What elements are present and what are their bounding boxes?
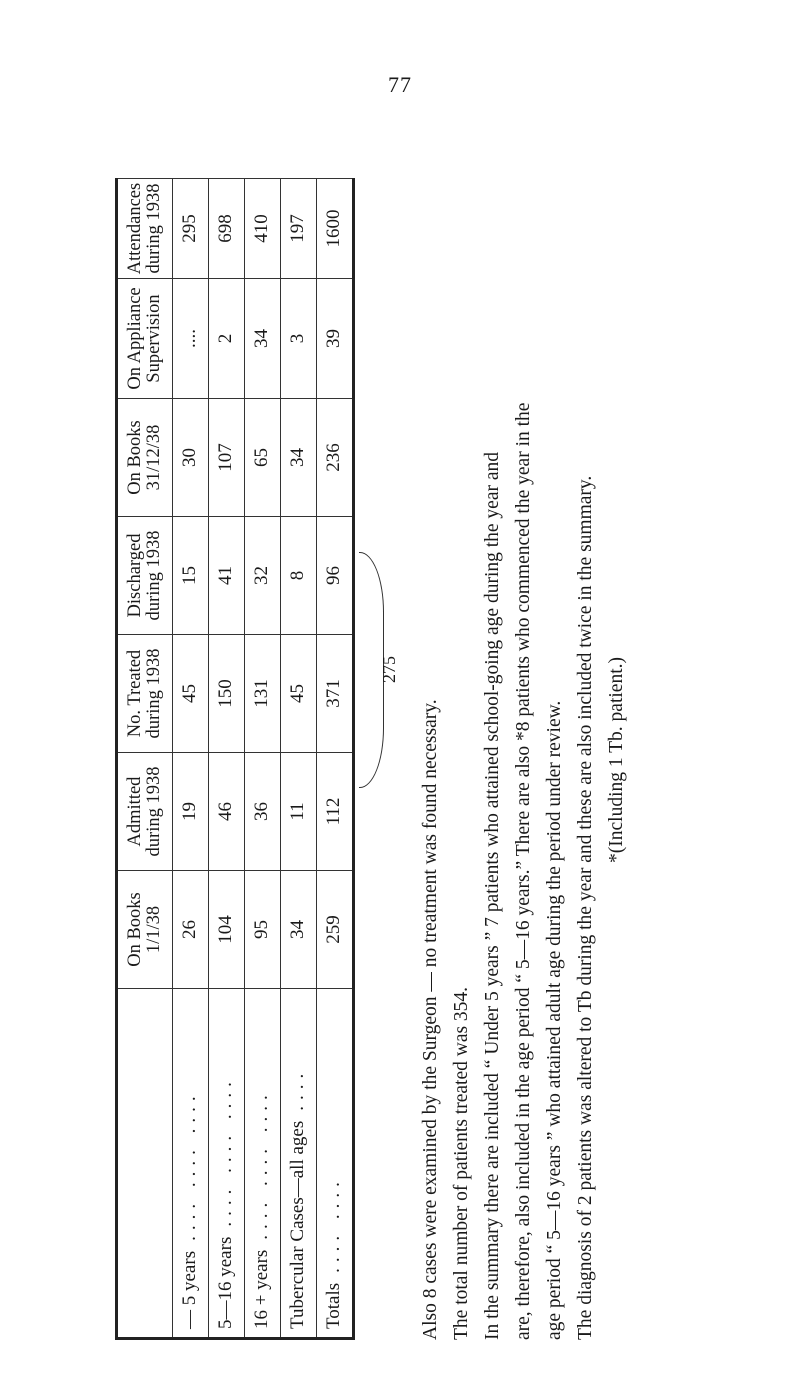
note-line: Also 8 cases were examined by the Surgeon — no treatment was found necessary.	[420, 699, 441, 1340]
table-cell: 30	[173, 399, 209, 517]
row-label: Totals.... ....	[316, 989, 354, 1339]
table-row	[280, 179, 316, 1339]
table-cell: 11	[280, 753, 316, 871]
note-line: *(Including 1 Tb. patient.)	[606, 657, 627, 863]
page-number: 77	[388, 72, 412, 97]
table-row	[208, 179, 244, 1339]
header-cell-attendances: Attendances during 1938	[117, 179, 173, 279]
row-label: — 5 years.... .... ....	[173, 989, 209, 1339]
bracket-total: 275	[379, 656, 399, 683]
table-cell: 34	[244, 279, 280, 399]
table-cell: 259	[316, 871, 354, 989]
table-cell: 2	[208, 279, 244, 399]
table-cell: 26	[173, 871, 209, 989]
table-cell: 3	[280, 279, 316, 399]
table-cell: 410	[244, 179, 280, 279]
table-cell: 34	[280, 871, 316, 989]
table-cell: 19	[173, 753, 209, 871]
header-cell-on-books-start: On Books 1/1/38	[117, 871, 173, 989]
table-header-row	[117, 179, 173, 1339]
note-line: The total number of patients treated was 354.	[451, 986, 472, 1340]
note-line: are, therefore, also included in the age period “ 5—16 years.” There are also *8 patients who commenced the year in the	[513, 402, 534, 1340]
table-cell: 45	[280, 635, 316, 753]
table-cell: 1600	[316, 179, 354, 279]
table-cell: 371	[316, 635, 354, 753]
table-cell: 150	[208, 635, 244, 753]
table-cell: 34	[280, 399, 316, 517]
statistics-table-wrapper	[115, 180, 355, 1340]
rotated-page-content	[115, 180, 775, 1340]
footnotes	[415, 180, 632, 1340]
header-cell-discharged: Discharged during 1938	[117, 517, 173, 635]
note-line: In the summary there are included “ Under 5 years ” 7 patients who attained school-going age during the year and	[482, 451, 503, 1340]
table-cell: 15	[173, 517, 209, 635]
note-line: age period “ 5—16 years ” who attained adult age during the period under review.	[544, 700, 565, 1340]
header-cell-admitted: Admitted during 1938	[117, 753, 173, 871]
statistics-table	[115, 178, 355, 1340]
row-label: 5—16 years.... .... ....	[208, 989, 244, 1339]
row-label: 16 + years.... .... ....	[244, 989, 280, 1339]
table-cell: 104	[208, 871, 244, 989]
table-row	[316, 179, 354, 1339]
table-row	[244, 179, 280, 1339]
note-line: The diagnosis of 2 patients was altered to Tb during the year and these are also included twice in the summary.	[575, 475, 596, 1340]
table-cell: 96	[316, 517, 354, 635]
table-cell: 8	[280, 517, 316, 635]
table-cell: 236	[316, 399, 354, 517]
table-row	[173, 179, 209, 1339]
table-cell: 95	[244, 871, 280, 989]
table-cell: 107	[208, 399, 244, 517]
table-cell: ....	[173, 279, 209, 399]
table-cell: 131	[244, 635, 280, 753]
header-cell-appliance-supervision: On Appliance Supervision	[117, 279, 173, 399]
table-cell: 65	[244, 399, 280, 517]
table-cell: 36	[244, 753, 280, 871]
table-cell: 45	[173, 635, 209, 753]
header-cell-on-books-end: On Books 31/12/38	[117, 399, 173, 517]
table-cell: 32	[244, 517, 280, 635]
table-cell: 698	[208, 179, 244, 279]
header-cell-category	[117, 989, 173, 1339]
table-cell: 39	[316, 279, 354, 399]
table-cell: 41	[208, 517, 244, 635]
row-label: Tubercular Cases—all ages....	[280, 989, 316, 1339]
table-cell: 197	[280, 179, 316, 279]
table-cell: 46	[208, 753, 244, 871]
table-cell: 112	[316, 753, 354, 871]
table-cell: 295	[173, 179, 209, 279]
header-cell-treated: No. Treated during 1938	[117, 635, 173, 753]
